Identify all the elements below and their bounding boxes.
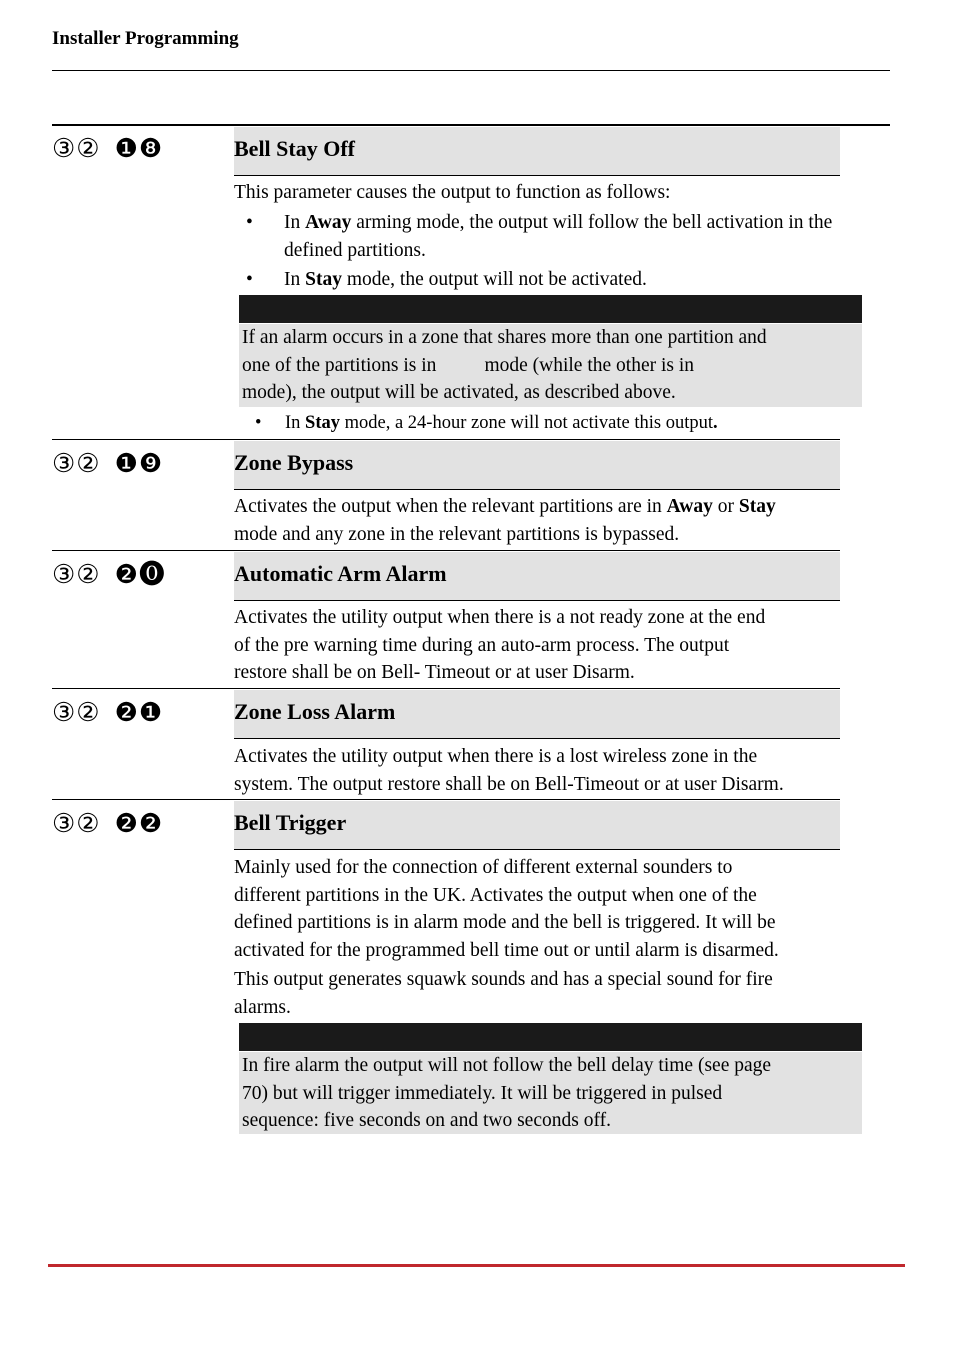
code-prefix: ③②: [52, 449, 101, 478]
row-divider: [52, 550, 840, 551]
bullet-bold: Away: [305, 212, 352, 233]
note-line: mode), the output will be activated, as described above.: [242, 382, 676, 403]
bullet-item: [246, 209, 876, 265]
section-title: Zone Bypass: [234, 441, 840, 490]
note-header-bar: [239, 295, 862, 323]
code-prefix: ③②: [52, 134, 101, 163]
body-line: This output generates squawk sounds and has a special sound for fire: [234, 969, 773, 990]
body-text: mode and any zone in the relevant partitions is bypassed.: [234, 523, 680, 545]
body-bold: Stay: [738, 496, 776, 517]
table-top-divider: [52, 124, 890, 126]
bullet-item: [255, 410, 885, 438]
section-body: [234, 493, 874, 548]
note-header-bar: [239, 1023, 862, 1051]
body-line: activated for the programmed bell time out or until alarm is disarmed.: [234, 939, 779, 961]
section-code-20: [52, 560, 166, 590]
section-title: Bell Trigger: [234, 801, 840, 850]
body-line: different partitions in the UK. Activates the output when one of the: [234, 884, 757, 906]
code-prefix: ③②: [52, 809, 101, 838]
bullet-text: arming mode, the output will follow the bell activation in the defined partitions.: [284, 212, 833, 261]
note-line: In fire alarm the output will not follow the bell delay time (see page: [242, 1055, 772, 1076]
bullet-dot: •: [246, 269, 253, 290]
bullet-item: [246, 266, 876, 294]
body-bold: Away: [666, 496, 713, 517]
body-line: Activates the utility output when there is a not ready zone at the end: [234, 607, 766, 628]
section-body-2: [234, 966, 874, 1021]
row-divider: [52, 799, 840, 800]
row-divider: [52, 439, 840, 440]
section-body: [234, 854, 874, 964]
note-line: 70) but will trigger immediately. It will be triggered in pulsed: [242, 1082, 723, 1104]
section-code-22: [52, 809, 163, 839]
section-body: [234, 604, 874, 687]
code-suffix: ❶❾: [114, 449, 164, 478]
body-line: Mainly used for the connection of different external sounders to: [234, 857, 733, 878]
bullet-text: In: [284, 212, 306, 233]
section-intro: This parameter causes the output to function as follows:: [234, 182, 671, 203]
code-prefix: ③②: [52, 560, 101, 589]
section-title: Automatic Arm Alarm: [234, 552, 840, 601]
body-text: or: [712, 496, 739, 517]
bullet-bold: .: [713, 413, 718, 433]
code-suffix: ❷❶: [114, 698, 164, 727]
code-prefix: ③②: [52, 698, 101, 727]
page-header-title: Installer Programming: [52, 28, 239, 49]
section-code-21: [52, 698, 163, 728]
section-code-19: [52, 449, 163, 479]
row-divider: [52, 688, 840, 689]
bullet-dot: •: [246, 212, 253, 233]
bullet-text: In: [285, 413, 306, 433]
bullet-text: mode, the output will not be activated.: [341, 269, 647, 290]
code-suffix: ❷❷: [114, 809, 164, 838]
body-text: Activates the output when the relevant partitions are in: [234, 496, 667, 517]
bullet-bold: Stay: [305, 413, 340, 433]
body-line: alarms.: [234, 996, 291, 1018]
note-box: [239, 324, 862, 407]
section-title: Zone Loss Alarm: [234, 690, 840, 739]
section-body: [234, 743, 874, 798]
bullet-text: mode, a 24-hour zone will not activate this output: [340, 413, 713, 433]
note-line: mode (while the other is in: [484, 354, 695, 376]
note-line: sequence: five seconds on and two seconds off.: [242, 1110, 611, 1131]
bullet-dot: •: [255, 413, 262, 433]
note-line: one of the partitions is in: [242, 354, 437, 376]
body-line: of the pre warning time during an auto-arm process. The output: [234, 634, 730, 656]
code-suffix: ❶❽: [114, 134, 164, 163]
body-line: system. The output restore shall be on Bell-Timeout or at user Disarm.: [234, 773, 784, 795]
section-title: Bell Stay Off: [234, 127, 840, 176]
note-box: [239, 1052, 862, 1134]
bullet-bold: Stay: [305, 269, 342, 290]
note-line: If an alarm occurs in a zone that shares more than one partition and: [242, 327, 767, 348]
body-line: defined partitions is in alarm mode and the bell is triggered. It will be: [234, 912, 776, 933]
bullet-text: In: [284, 269, 306, 290]
body-line: restore shall be on Bell- Timeout or at user Disarm.: [234, 662, 635, 683]
footer-divider: [48, 1264, 905, 1267]
body-line: Activates the utility output when there is a lost wireless zone in the: [234, 746, 758, 767]
section-code-18: [52, 134, 163, 164]
code-suffix: ❷⓿: [114, 560, 166, 589]
header-divider: [52, 70, 890, 71]
